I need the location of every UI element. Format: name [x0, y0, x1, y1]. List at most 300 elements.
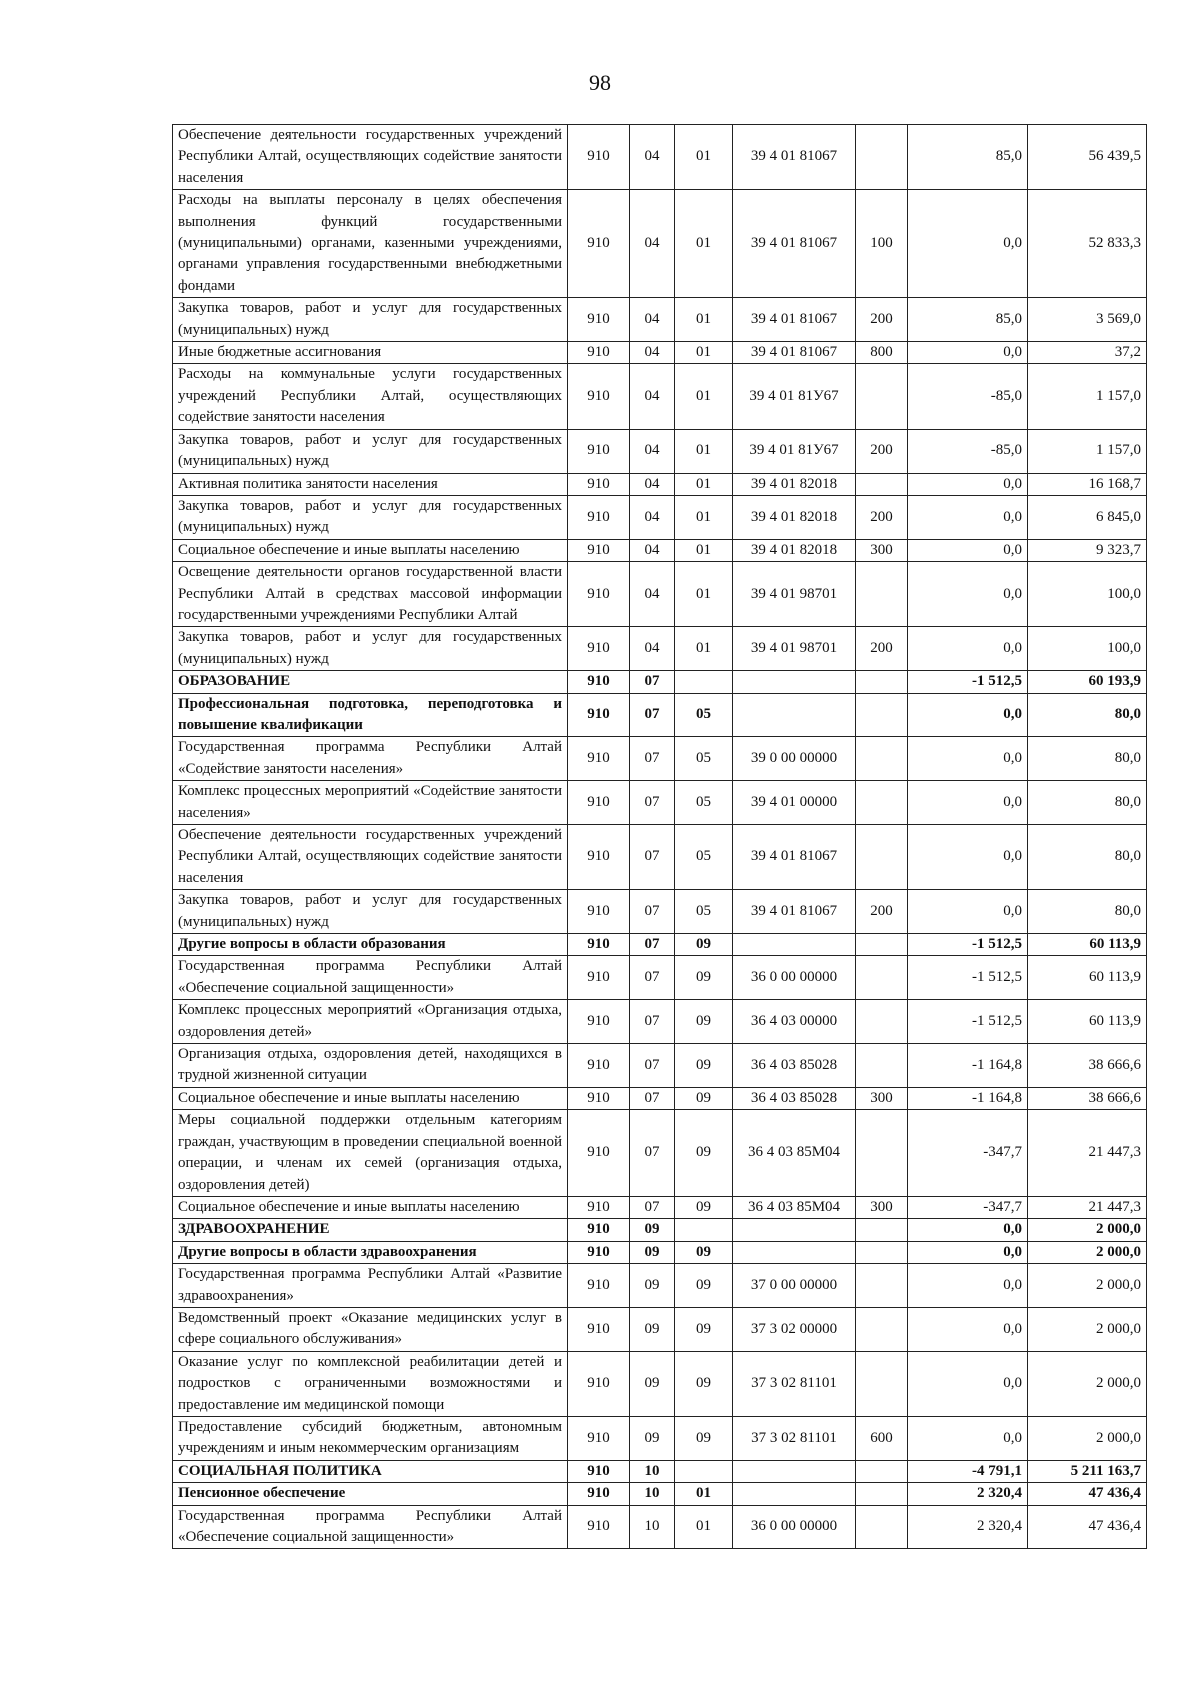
- section-code-cell: 10: [630, 1460, 675, 1482]
- expenditure-name-cell: Закупка товаров, работ и услуг для государственных (муниципальных) нужд: [173, 890, 568, 934]
- expense-type-cell: [856, 956, 908, 1000]
- subsection-code-cell: 01: [675, 125, 733, 190]
- target-article-cell: [733, 934, 856, 956]
- target-article-cell: 37 0 00 00000: [733, 1264, 856, 1308]
- amount-total-cell: 38 666,6: [1028, 1087, 1147, 1109]
- target-article-cell: 39 4 01 82018: [733, 539, 856, 561]
- subsection-code-cell: 01: [675, 627, 733, 671]
- section-code-cell: 07: [630, 825, 675, 890]
- table-row: [173, 1241, 1147, 1263]
- subsection-code-cell: [675, 1219, 733, 1241]
- target-article-cell: 39 4 01 98701: [733, 562, 856, 627]
- target-article-cell: 39 4 01 81067: [733, 190, 856, 298]
- admin-code-cell: 910: [568, 1000, 630, 1044]
- expense-type-cell: 200: [856, 298, 908, 342]
- section-code-cell: 04: [630, 125, 675, 190]
- amount-total-cell: 1 157,0: [1028, 429, 1147, 473]
- expenditure-name-cell: Иные бюджетные ассигнования: [173, 342, 568, 364]
- expenditure-name-cell: Закупка товаров, работ и услуг для государственных (муниципальных) нужд: [173, 627, 568, 671]
- expense-type-cell: [856, 781, 908, 825]
- section-code-cell: 09: [630, 1416, 675, 1460]
- table-row: [173, 1000, 1147, 1044]
- admin-code-cell: 910: [568, 190, 630, 298]
- admin-code-cell: 910: [568, 627, 630, 671]
- expense-type-cell: 300: [856, 1196, 908, 1218]
- amount-total-cell: 2 000,0: [1028, 1264, 1147, 1308]
- amount-change-cell: -347,7: [908, 1110, 1028, 1197]
- subsection-code-cell: 09: [675, 1307, 733, 1351]
- target-article-cell: 36 0 00 00000: [733, 1505, 856, 1549]
- expense-type-cell: 300: [856, 1087, 908, 1109]
- expenditure-name-cell: Комплекс процессных мероприятий «Организация отдыха, оздоровления детей»: [173, 1000, 568, 1044]
- subsection-code-cell: 01: [675, 342, 733, 364]
- expense-type-cell: [856, 1351, 908, 1416]
- amount-change-cell: -1 512,5: [908, 1000, 1028, 1044]
- amount-change-cell: -1 512,5: [908, 671, 1028, 693]
- amount-change-cell: 0,0: [908, 495, 1028, 539]
- expense-type-cell: 200: [856, 890, 908, 934]
- section-code-cell: 07: [630, 1087, 675, 1109]
- subsection-code-cell: 09: [675, 1044, 733, 1088]
- subsection-code-cell: 01: [675, 473, 733, 495]
- section-code-cell: 04: [630, 562, 675, 627]
- table-row: [173, 781, 1147, 825]
- target-article-cell: 39 4 01 81067: [733, 890, 856, 934]
- subsection-code-cell: 01: [675, 298, 733, 342]
- subsection-code-cell: 09: [675, 934, 733, 956]
- admin-code-cell: 910: [568, 1351, 630, 1416]
- target-article-cell: [733, 671, 856, 693]
- subsection-code-cell: 05: [675, 693, 733, 737]
- amount-total-cell: 2 000,0: [1028, 1416, 1147, 1460]
- amount-total-cell: 100,0: [1028, 627, 1147, 671]
- amount-total-cell: 2 000,0: [1028, 1307, 1147, 1351]
- subsection-code-cell: 01: [675, 1505, 733, 1549]
- amount-change-cell: 0,0: [908, 1307, 1028, 1351]
- target-article-cell: 39 4 01 82018: [733, 473, 856, 495]
- amount-total-cell: 60 113,9: [1028, 1000, 1147, 1044]
- section-code-cell: 09: [630, 1241, 675, 1263]
- expenditure-name-cell: Предоставление субсидий бюджетным, автономным учреждениям и иным некоммерческим организациям: [173, 1416, 568, 1460]
- target-article-cell: 37 3 02 81101: [733, 1416, 856, 1460]
- subsection-code-cell: 01: [675, 1483, 733, 1505]
- admin-code-cell: 910: [568, 1505, 630, 1549]
- expense-type-cell: [856, 473, 908, 495]
- amount-change-cell: -1 164,8: [908, 1044, 1028, 1088]
- subsection-code-cell: 09: [675, 1351, 733, 1416]
- expenditure-name-cell: СОЦИАЛЬНАЯ ПОЛИТИКА: [173, 1460, 568, 1482]
- table-row: [173, 693, 1147, 737]
- amount-total-cell: 9 323,7: [1028, 539, 1147, 561]
- amount-change-cell: 2 320,4: [908, 1483, 1028, 1505]
- amount-total-cell: 80,0: [1028, 825, 1147, 890]
- amount-total-cell: 38 666,6: [1028, 1044, 1147, 1088]
- subsection-code-cell: 09: [675, 1087, 733, 1109]
- table-row: [173, 1264, 1147, 1308]
- budget-table: [172, 124, 1147, 1549]
- amount-change-cell: 0,0: [908, 825, 1028, 890]
- expense-type-cell: [856, 1505, 908, 1549]
- target-article-cell: 39 4 01 00000: [733, 781, 856, 825]
- table-row: [173, 956, 1147, 1000]
- amount-change-cell: 0,0: [908, 781, 1028, 825]
- admin-code-cell: 910: [568, 473, 630, 495]
- subsection-code-cell: 05: [675, 781, 733, 825]
- expenditure-name-cell: Организация отдыха, оздоровления детей, находящихся в трудной жизненной ситуации: [173, 1044, 568, 1088]
- table-row: [173, 825, 1147, 890]
- section-code-cell: 07: [630, 1196, 675, 1218]
- table-row: [173, 1307, 1147, 1351]
- table-row: [173, 562, 1147, 627]
- table-row: [173, 1087, 1147, 1109]
- amount-change-cell: 0,0: [908, 1219, 1028, 1241]
- expenditure-name-cell: Другие вопросы в области здравоохранения: [173, 1241, 568, 1263]
- subsection-code-cell: 01: [675, 562, 733, 627]
- admin-code-cell: 910: [568, 429, 630, 473]
- admin-code-cell: 910: [568, 671, 630, 693]
- expense-type-cell: 600: [856, 1416, 908, 1460]
- expense-type-cell: [856, 562, 908, 627]
- amount-change-cell: 0,0: [908, 190, 1028, 298]
- expenditure-name-cell: Обеспечение деятельности государственных учреждений Республики Алтай, осуществляющих содействие занятости населения: [173, 825, 568, 890]
- target-article-cell: 39 0 00 00000: [733, 737, 856, 781]
- admin-code-cell: 910: [568, 495, 630, 539]
- expense-type-cell: [856, 1110, 908, 1197]
- section-code-cell: 04: [630, 190, 675, 298]
- subsection-code-cell: 09: [675, 1000, 733, 1044]
- target-article-cell: 37 3 02 00000: [733, 1307, 856, 1351]
- amount-change-cell: 0,0: [908, 627, 1028, 671]
- section-code-cell: 07: [630, 934, 675, 956]
- table-row: [173, 671, 1147, 693]
- expense-type-cell: 100: [856, 190, 908, 298]
- admin-code-cell: 910: [568, 539, 630, 561]
- amount-total-cell: 47 436,4: [1028, 1483, 1147, 1505]
- subsection-code-cell: [675, 671, 733, 693]
- section-code-cell: 07: [630, 1110, 675, 1197]
- admin-code-cell: 910: [568, 1264, 630, 1308]
- target-article-cell: 36 4 03 85М04: [733, 1196, 856, 1218]
- table-row: [173, 473, 1147, 495]
- table-row: [173, 1351, 1147, 1416]
- amount-total-cell: 6 845,0: [1028, 495, 1147, 539]
- subsection-code-cell: 01: [675, 190, 733, 298]
- table-row: [173, 539, 1147, 561]
- amount-total-cell: 100,0: [1028, 562, 1147, 627]
- expense-type-cell: 200: [856, 495, 908, 539]
- admin-code-cell: 910: [568, 1196, 630, 1218]
- amount-total-cell: 60 193,9: [1028, 671, 1147, 693]
- amount-change-cell: -347,7: [908, 1196, 1028, 1218]
- amount-change-cell: 0,0: [908, 562, 1028, 627]
- admin-code-cell: 910: [568, 1416, 630, 1460]
- budget-table-body: [173, 125, 1147, 1549]
- amount-total-cell: 1 157,0: [1028, 364, 1147, 429]
- section-code-cell: 04: [630, 539, 675, 561]
- table-row: [173, 429, 1147, 473]
- section-code-cell: 09: [630, 1219, 675, 1241]
- table-row: [173, 495, 1147, 539]
- expense-type-cell: [856, 1241, 908, 1263]
- expense-type-cell: [856, 934, 908, 956]
- amount-total-cell: 80,0: [1028, 890, 1147, 934]
- section-code-cell: 07: [630, 956, 675, 1000]
- admin-code-cell: 910: [568, 956, 630, 1000]
- admin-code-cell: 910: [568, 693, 630, 737]
- table-row: [173, 1219, 1147, 1241]
- section-code-cell: 04: [630, 495, 675, 539]
- target-article-cell: [733, 1219, 856, 1241]
- expenditure-name-cell: Ведомственный проект «Оказание медицинских услуг в сфере социального обслуживания»: [173, 1307, 568, 1351]
- expense-type-cell: [856, 1219, 908, 1241]
- subsection-code-cell: 09: [675, 1416, 733, 1460]
- amount-change-cell: -85,0: [908, 429, 1028, 473]
- section-code-cell: 09: [630, 1307, 675, 1351]
- subsection-code-cell: 01: [675, 539, 733, 561]
- amount-total-cell: 2 000,0: [1028, 1241, 1147, 1263]
- subsection-code-cell: 09: [675, 1110, 733, 1197]
- admin-code-cell: 910: [568, 1219, 630, 1241]
- subsection-code-cell: 05: [675, 825, 733, 890]
- expenditure-name-cell: ОБРАЗОВАНИЕ: [173, 671, 568, 693]
- expenditure-name-cell: Закупка товаров, работ и услуг для государственных (муниципальных) нужд: [173, 495, 568, 539]
- expenditure-name-cell: Комплекс процессных мероприятий «Содействие занятости населения»: [173, 781, 568, 825]
- amount-change-cell: 0,0: [908, 1351, 1028, 1416]
- target-article-cell: 37 3 02 81101: [733, 1351, 856, 1416]
- expenditure-name-cell: Обеспечение деятельности государственных учреждений Республики Алтай, осуществляющих содействие занятости населения: [173, 125, 568, 190]
- amount-change-cell: 0,0: [908, 693, 1028, 737]
- expenditure-name-cell: Закупка товаров, работ и услуг для государственных (муниципальных) нужд: [173, 298, 568, 342]
- section-code-cell: 07: [630, 1000, 675, 1044]
- expenditure-name-cell: Государственная программа Республики Алтай «Обеспечение социальной защищенности»: [173, 1505, 568, 1549]
- admin-code-cell: 910: [568, 1483, 630, 1505]
- subsection-code-cell: 01: [675, 495, 733, 539]
- admin-code-cell: 910: [568, 1307, 630, 1351]
- expense-type-cell: [856, 671, 908, 693]
- amount-total-cell: 80,0: [1028, 693, 1147, 737]
- expenditure-name-cell: Освещение деятельности органов государственной власти Республики Алтай в средствах массовой информации государственными учреждениями Республики Алтай: [173, 562, 568, 627]
- table-row: [173, 934, 1147, 956]
- amount-change-cell: -85,0: [908, 364, 1028, 429]
- section-code-cell: 07: [630, 781, 675, 825]
- section-code-cell: 09: [630, 1264, 675, 1308]
- expenditure-name-cell: Социальное обеспечение и иные выплаты населению: [173, 1196, 568, 1218]
- expense-type-cell: [856, 1483, 908, 1505]
- amount-change-cell: -1 512,5: [908, 934, 1028, 956]
- amount-total-cell: 2 000,0: [1028, 1351, 1147, 1416]
- table-row: [173, 190, 1147, 298]
- admin-code-cell: 910: [568, 825, 630, 890]
- expenditure-name-cell: Меры социальной поддержки отдельным категориям граждан, участвующим в проведении специальной военной операции, и членам их семей (организация отдыха, оздоровления детей): [173, 1110, 568, 1197]
- section-code-cell: 07: [630, 671, 675, 693]
- table-row: [173, 627, 1147, 671]
- table-row: [173, 1505, 1147, 1549]
- expense-type-cell: [856, 1044, 908, 1088]
- section-code-cell: 04: [630, 627, 675, 671]
- expense-type-cell: [856, 1264, 908, 1308]
- expense-type-cell: 200: [856, 429, 908, 473]
- expenditure-name-cell: Государственная программа Республики Алтай «Обеспечение социальной защищенности»: [173, 956, 568, 1000]
- table-row: [173, 1196, 1147, 1218]
- amount-total-cell: 21 447,3: [1028, 1196, 1147, 1218]
- expenditure-name-cell: Активная политика занятости населения: [173, 473, 568, 495]
- expenditure-name-cell: Социальное обеспечение и иные выплаты населению: [173, 1087, 568, 1109]
- target-article-cell: 39 4 01 81067: [733, 125, 856, 190]
- admin-code-cell: 910: [568, 364, 630, 429]
- expense-type-cell: [856, 825, 908, 890]
- section-code-cell: 10: [630, 1505, 675, 1549]
- expenditure-name-cell: Закупка товаров, работ и услуг для государственных (муниципальных) нужд: [173, 429, 568, 473]
- table-row: [173, 1044, 1147, 1088]
- expenditure-name-cell: Профессиональная подготовка, переподготовка и повышение квалификации: [173, 693, 568, 737]
- target-article-cell: 39 4 01 81067: [733, 825, 856, 890]
- admin-code-cell: 910: [568, 562, 630, 627]
- amount-total-cell: 80,0: [1028, 737, 1147, 781]
- expenditure-name-cell: Государственная программа Республики Алтай «Содействие занятости населения»: [173, 737, 568, 781]
- admin-code-cell: 910: [568, 1087, 630, 1109]
- subsection-code-cell: 01: [675, 429, 733, 473]
- amount-total-cell: 37,2: [1028, 342, 1147, 364]
- expenditure-name-cell: Другие вопросы в области образования: [173, 934, 568, 956]
- section-code-cell: 10: [630, 1483, 675, 1505]
- amount-change-cell: 0,0: [908, 890, 1028, 934]
- admin-code-cell: 910: [568, 1110, 630, 1197]
- page-number: 98: [589, 70, 611, 95]
- expense-type-cell: [856, 364, 908, 429]
- expenditure-name-cell: Пенсионное обеспечение: [173, 1483, 568, 1505]
- amount-total-cell: 47 436,4: [1028, 1505, 1147, 1549]
- subsection-code-cell: 09: [675, 956, 733, 1000]
- subsection-code-cell: 01: [675, 364, 733, 429]
- subsection-code-cell: 09: [675, 1241, 733, 1263]
- subsection-code-cell: 09: [675, 1196, 733, 1218]
- amount-total-cell: 60 113,9: [1028, 956, 1147, 1000]
- amount-total-cell: 16 168,7: [1028, 473, 1147, 495]
- admin-code-cell: 910: [568, 737, 630, 781]
- table-row: [173, 342, 1147, 364]
- target-article-cell: [733, 1460, 856, 1482]
- subsection-code-cell: [675, 1460, 733, 1482]
- target-article-cell: 39 4 01 81067: [733, 298, 856, 342]
- expense-type-cell: [856, 1000, 908, 1044]
- amount-change-cell: 2 320,4: [908, 1505, 1028, 1549]
- amount-change-cell: -1 512,5: [908, 956, 1028, 1000]
- amount-change-cell: -4 791,1: [908, 1460, 1028, 1482]
- table-row: [173, 1416, 1147, 1460]
- target-article-cell: 36 4 03 00000: [733, 1000, 856, 1044]
- amount-change-cell: -1 164,8: [908, 1087, 1028, 1109]
- expense-type-cell: [856, 737, 908, 781]
- expense-type-cell: [856, 125, 908, 190]
- admin-code-cell: 910: [568, 781, 630, 825]
- target-article-cell: 39 4 01 98701: [733, 627, 856, 671]
- expense-type-cell: [856, 693, 908, 737]
- amount-total-cell: 21 447,3: [1028, 1110, 1147, 1197]
- expenditure-name-cell: Социальное обеспечение и иные выплаты населению: [173, 539, 568, 561]
- amount-total-cell: 3 569,0: [1028, 298, 1147, 342]
- amount-total-cell: 56 439,5: [1028, 125, 1147, 190]
- amount-change-cell: 85,0: [908, 298, 1028, 342]
- section-code-cell: 04: [630, 342, 675, 364]
- expenditure-name-cell: Оказание услуг по комплексной реабилитации детей и подростков с ограниченными возможностями и предоставление им медицинской помощи: [173, 1351, 568, 1416]
- amount-total-cell: 2 000,0: [1028, 1219, 1147, 1241]
- section-code-cell: 04: [630, 364, 675, 429]
- amount-total-cell: 5 211 163,7: [1028, 1460, 1147, 1482]
- expense-type-cell: 200: [856, 627, 908, 671]
- amount-change-cell: 0,0: [908, 1416, 1028, 1460]
- admin-code-cell: 910: [568, 342, 630, 364]
- section-code-cell: 04: [630, 429, 675, 473]
- target-article-cell: 36 4 03 85028: [733, 1044, 856, 1088]
- admin-code-cell: 910: [568, 1460, 630, 1482]
- amount-total-cell: 60 113,9: [1028, 934, 1147, 956]
- section-code-cell: 04: [630, 473, 675, 495]
- subsection-code-cell: 05: [675, 890, 733, 934]
- expenditure-name-cell: Расходы на коммунальные услуги государственных учреждений Республики Алтай, осуществляющих содействие занятости населения: [173, 364, 568, 429]
- target-article-cell: 39 4 01 81067: [733, 342, 856, 364]
- table-row: [173, 125, 1147, 190]
- target-article-cell: 36 0 00 00000: [733, 956, 856, 1000]
- target-article-cell: 36 4 03 85028: [733, 1087, 856, 1109]
- section-code-cell: 07: [630, 1044, 675, 1088]
- amount-total-cell: 52 833,3: [1028, 190, 1147, 298]
- section-code-cell: 04: [630, 298, 675, 342]
- amount-total-cell: 80,0: [1028, 781, 1147, 825]
- amount-change-cell: 85,0: [908, 125, 1028, 190]
- subsection-code-cell: 05: [675, 737, 733, 781]
- target-article-cell: [733, 1483, 856, 1505]
- expenditure-name-cell: ЗДРАВООХРАНЕНИЕ: [173, 1219, 568, 1241]
- expense-type-cell: 800: [856, 342, 908, 364]
- table-row: [173, 1460, 1147, 1482]
- table-row: [173, 364, 1147, 429]
- section-code-cell: 07: [630, 890, 675, 934]
- target-article-cell: 36 4 03 85М04: [733, 1110, 856, 1197]
- target-article-cell: 39 4 01 81У67: [733, 429, 856, 473]
- admin-code-cell: 910: [568, 1241, 630, 1263]
- amount-change-cell: 0,0: [908, 539, 1028, 561]
- subsection-code-cell: 09: [675, 1264, 733, 1308]
- table-row: [173, 1483, 1147, 1505]
- amount-change-cell: 0,0: [908, 1241, 1028, 1263]
- target-article-cell: [733, 1241, 856, 1263]
- expense-type-cell: [856, 1460, 908, 1482]
- section-code-cell: 07: [630, 737, 675, 781]
- table-row: [173, 737, 1147, 781]
- target-article-cell: 39 4 01 82018: [733, 495, 856, 539]
- expenditure-name-cell: Расходы на выплаты персоналу в целях обеспечения выполнения функций государственными (муниципальными) органами, казенными учреждениями, органами управления государственными внебюджетными фондами: [173, 190, 568, 298]
- table-row: [173, 298, 1147, 342]
- amount-change-cell: 0,0: [908, 473, 1028, 495]
- section-code-cell: 09: [630, 1351, 675, 1416]
- expense-type-cell: 300: [856, 539, 908, 561]
- expenditure-name-cell: Государственная программа Республики Алтай «Развитие здравоохранения»: [173, 1264, 568, 1308]
- amount-change-cell: 0,0: [908, 342, 1028, 364]
- admin-code-cell: 910: [568, 298, 630, 342]
- expense-type-cell: [856, 1307, 908, 1351]
- target-article-cell: 39 4 01 81У67: [733, 364, 856, 429]
- table-row: [173, 890, 1147, 934]
- table-row: [173, 1110, 1147, 1197]
- amount-change-cell: 0,0: [908, 1264, 1028, 1308]
- admin-code-cell: 910: [568, 890, 630, 934]
- admin-code-cell: 910: [568, 1044, 630, 1088]
- target-article-cell: [733, 693, 856, 737]
- section-code-cell: 07: [630, 693, 675, 737]
- amount-change-cell: 0,0: [908, 737, 1028, 781]
- admin-code-cell: 910: [568, 125, 630, 190]
- admin-code-cell: 910: [568, 934, 630, 956]
